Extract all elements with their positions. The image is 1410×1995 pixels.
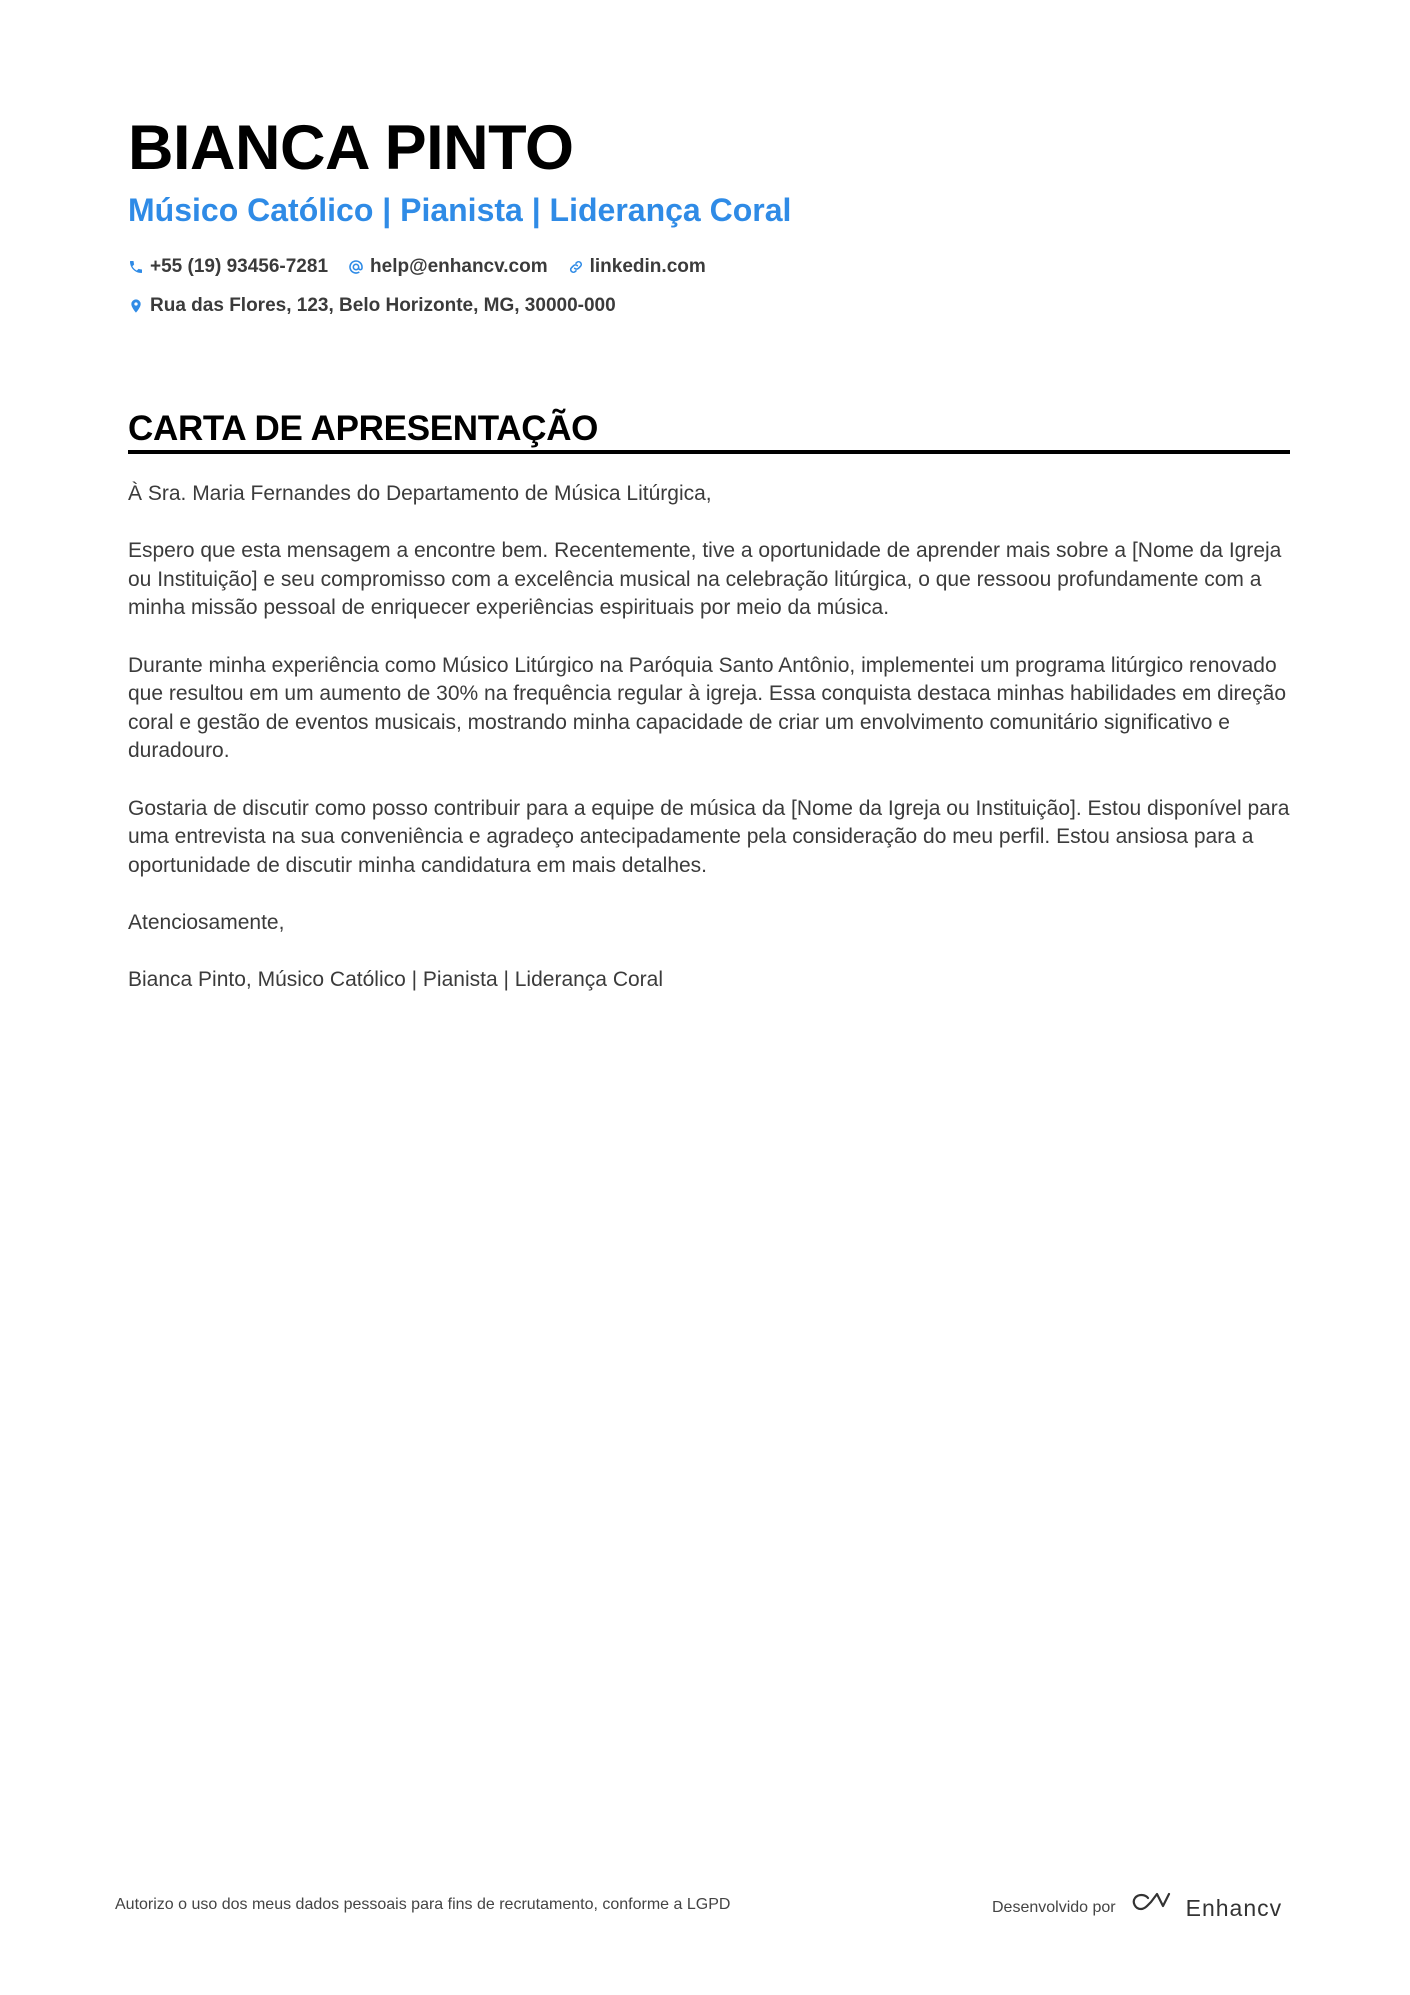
address-row xyxy=(128,294,616,318)
letter-body xyxy=(128,480,1293,1023)
enhancv-logo-icon xyxy=(1128,1890,1176,1925)
brand-logo[interactable] xyxy=(1128,1890,1283,1925)
phone-text: +55 (19) 93456-7281 xyxy=(150,256,329,277)
at-icon xyxy=(348,259,364,275)
letter-signature: Bianca Pinto, Músico Católico | Pianista | Liderança Coral xyxy=(128,968,664,992)
section-title: CARTA DE APRESENTAÇÃO xyxy=(128,409,599,448)
phone-icon xyxy=(128,259,144,275)
powered-by[interactable] xyxy=(992,1890,1282,1925)
letter-paragraph: Gostaria de discutir como posso contribuir para a equipe de música da [Nome da Igreja ou Instituição]. Estou disponível para uma entrevista na sua conveniência e agradeço antecipadamente pela consideração do meu perfil. Estou ansiosa para a oportunidade de discutir minha candidatura em mais detalhes. xyxy=(128,796,1290,877)
section-divider xyxy=(128,450,1290,454)
letter-closing: Atenciosamente, xyxy=(128,910,285,934)
powered-by-label: Desenvolvido por xyxy=(992,1898,1116,1916)
letter-paragraph: Durante minha experiência como Músico Litúrgico na Paróquia Santo Antônio, implementei um programa litúrgico renovado que resultou em um aumento de 30% na frequência regular à igreja. Essa conquista destaca minhas habilidades em direção coral e gestão de eventos musicais, mostrando minha capacidade de criar um envolvimento comunitário significativo e duradouro. xyxy=(128,653,1287,763)
consent-note: Autorizo o uso dos meus dados pessoais para fins de recrutamento, conforme a LGPD xyxy=(115,1896,731,1913)
candidate-headline: Músico Católico | Pianista | Liderança Coral xyxy=(128,192,792,228)
contact-row xyxy=(128,255,706,279)
email-text[interactable]: help@enhancv.com xyxy=(370,256,548,277)
contact-website[interactable] xyxy=(568,255,706,279)
candidate-name: BIANCA PINTO xyxy=(128,113,574,183)
contact-email[interactable] xyxy=(348,255,548,279)
link-icon xyxy=(568,259,584,275)
location-pin-icon xyxy=(128,298,144,314)
contact-address xyxy=(128,294,616,318)
brand-name: Enhancv xyxy=(1185,1894,1283,1921)
website-text[interactable]: linkedin.com xyxy=(589,256,706,277)
letter-salutation: À Sra. Maria Fernandes do Departamento de Música Litúrgica, xyxy=(128,482,712,505)
letter-paragraph: Espero que esta mensagem a encontre bem. Recentemente, tive a oportunidade de aprender mais sobre a [Nome da Igreja ou Instituição] e seu compromisso com a excelência musical na celebração litúrgica, o que ressoou profundamente com a minha missão pessoal de enriquecer experiências espirituais por meio da música. xyxy=(128,539,1282,620)
address-text: Rua das Flores, 123, Belo Horizonte, MG, 30000-000 xyxy=(150,295,616,316)
contact-phone xyxy=(128,255,328,279)
